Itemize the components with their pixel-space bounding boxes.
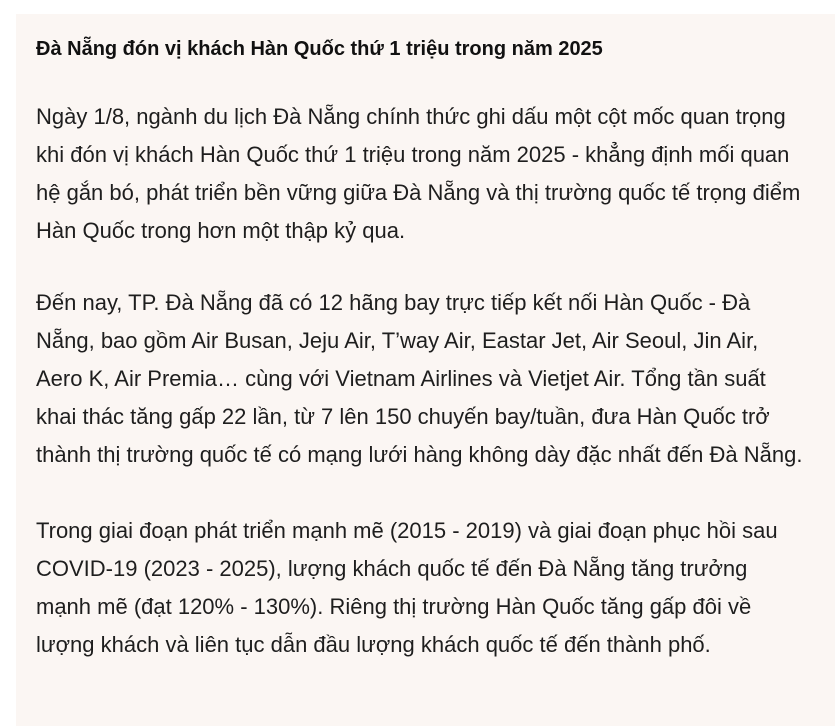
article-paragraph-2: Đến nay, TP. Đà Nẵng đã có 12 hãng bay trực tiếp kết nối Hàn Quốc - Đà Nẵng, bao gồm Air Busan, Jeju Air, T’way Air, Eastar Jet, Air Seoul, Jin Air, Aero K, Air Premia… cùng với Vietnam Airlines và Vietjet Air. Tổng tần suất khai thác tăng gấp 22 lần, từ 7 lên 150 chuyến bay/tuần, đưa Hàn Quốc trở thành thị trường quốc tế có mạng lưới hàng không dày đặc nhất đến Đà Nẵng.: [36, 290, 803, 467]
article-title: Đà Nẵng đón vị khách Hàn Quốc thứ 1 triệu trong năm 2025: [36, 38, 603, 60]
article-container: [16, 14, 835, 726]
article-paragraph-3: Trong giai đoạn phát triển mạnh mẽ (2015 - 2019) và giai đoạn phục hồi sau COVID-19 (2023 - 2025), lượng khách quốc tế đến Đà Nẵng tăng trưởng mạnh mẽ (đạt 120% - 130%). Riêng thị trường Hàn Quốc tăng gấp đôi về lượng khách và liên tục dẫn đầu lượng khách quốc tế đến thành phố.: [36, 518, 778, 657]
article-paragraph-1: Ngày 1/8, ngành du lịch Đà Nẵng chính thức ghi dấu một cột mốc quan trọng khi đón vị khách Hàn Quốc thứ 1 triệu trong năm 2025 - khẳng định mối quan hệ gắn bó, phát triển bền vững giữa Đà Nẵng và thị trường quốc tế trọng điểm Hàn Quốc trong hơn một thập kỷ qua.: [36, 104, 801, 243]
